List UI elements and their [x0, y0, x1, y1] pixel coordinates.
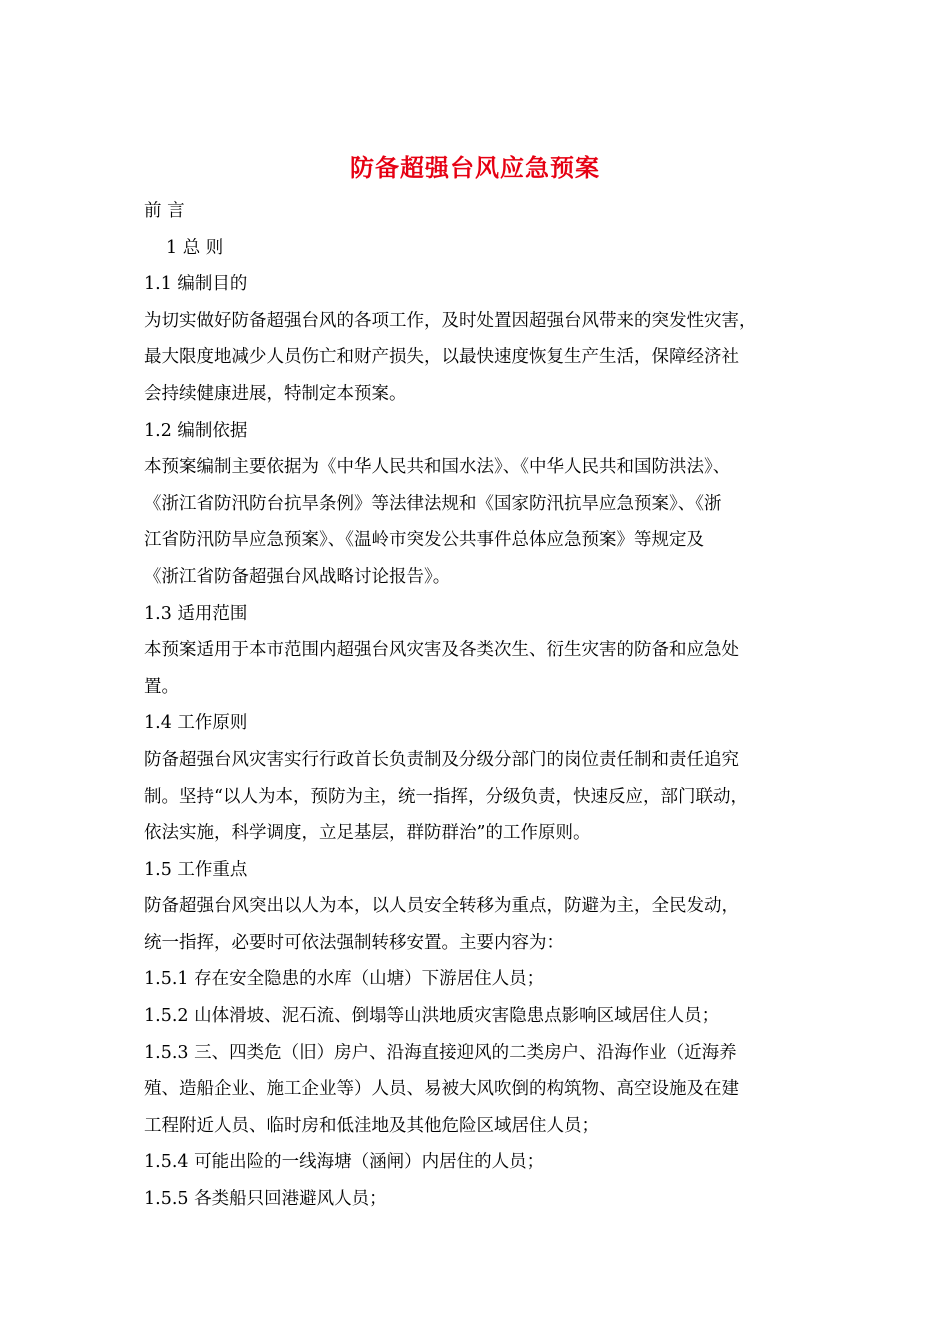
list-item-continuation: 工程附近人员、临时房和低洼地及其他危险区域居住人员； — [144, 1115, 599, 1136]
paragraph-line: 江省防汛防旱应急预案》、《温岭市突发公共事件总体应急预案》等规定及 — [144, 530, 704, 551]
document-body — [144, 193, 814, 1218]
paragraph-line: 统一指挥，必要时可依法强制转移安置。主要内容为： — [144, 932, 564, 953]
list-item: 1.5.2 山体滑坡、泥石流、倒塌等山洪地质灾害隐患点影响区域居住人员； — [144, 1006, 720, 1027]
section-heading: 1.2 编制依据 — [144, 420, 248, 441]
paragraph-line: 防备超强台风灾害实行行政首长负责制及分级分部门的岗位责任制和责任追究 — [144, 749, 739, 770]
paragraph-line: 最大限度地减少人员伤亡和财产损失，以最快速度恢复生产生活，保障经济社 — [144, 347, 739, 368]
paragraph-line: 置。 — [144, 676, 179, 697]
paragraph-line: 本预案适用于本市范围内超强台风灾害及各类次生、衍生灾害的防备和应急处 — [144, 640, 739, 661]
list-item: 1.5.1 存在安全隐患的水库（山塘）下游居住人员； — [144, 969, 545, 990]
paragraph-line: 《浙江省防备超强台风战略讨论报告》。 — [144, 566, 451, 587]
paragraph-line: 本预案编制主要依据为《中华人民共和国水法》、《中华人民共和国防洪法》、 — [144, 457, 731, 478]
list-item-continuation: 殖、造船企业、施工企业等）人员、易被大风吹倒的构筑物、高空设施及在建 — [144, 1079, 739, 1100]
section-heading: 1.4 工作原则 — [144, 713, 248, 734]
paragraph-line: 为切实做好防备超强台风的各项工作，及时处置因超强台风带来的突发性灾害， — [144, 310, 757, 331]
section-heading: 1.3 适用范围 — [144, 603, 248, 624]
list-item: 1.5.3 三、四类危（旧）房户、沿海直接迎风的二类房户、沿海作业（近海养 — [144, 1042, 737, 1063]
paragraph-line: 制。坚持“以人为本，预防为主，统一指挥，分级负责，快速反应，部门联动， — [144, 786, 748, 807]
paragraph-line: 会持续健康进展，特制定本预案。 — [144, 383, 407, 404]
document-title: 防备超强台风应急预案 — [350, 153, 600, 182]
paragraph-line: 依法实施，科学调度，立足基层，群防群治”的工作原则。 — [144, 823, 591, 844]
chapter-heading: 1 总 则 — [166, 237, 224, 258]
section-heading: 1.5 工作重点 — [144, 859, 248, 880]
section-heading: 1.1 编制目的 — [144, 274, 248, 295]
list-item: 1.5.4 可能出险的一线海塘（涵闸）内居住的人员； — [144, 1152, 545, 1173]
paragraph-line: 防备超强台风突出以人为本，以人员安全转移为重点，防避为主，全民发动， — [144, 896, 739, 917]
list-item: 1.5.5 各类船只回港避风人员； — [144, 1189, 387, 1210]
preface-heading: 前 言 — [144, 201, 185, 221]
paragraph-line: 《浙江省防汛防台抗旱条例》等法律法规和《国家防汛抗旱应急预案》、《浙 — [144, 493, 722, 514]
